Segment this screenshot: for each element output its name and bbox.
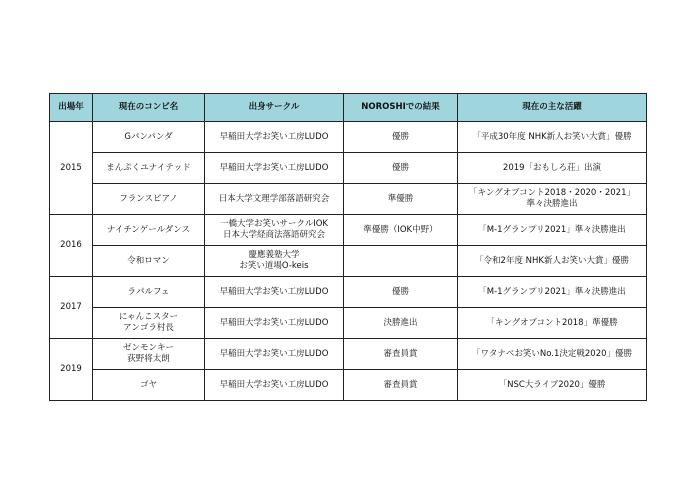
name-cell: ラパルフェ bbox=[93, 277, 205, 308]
year-cell: 2015 bbox=[50, 122, 93, 215]
name-cell: ゼンモンキー 荻野将太朗 bbox=[93, 339, 205, 370]
name-cell: Gパンパンダ bbox=[93, 122, 205, 153]
header-name: 現在のコンビ名 bbox=[93, 94, 205, 122]
table-row bbox=[50, 370, 647, 401]
comedians-table bbox=[49, 93, 647, 401]
result-cell: 優勝 bbox=[344, 153, 458, 184]
circle-cell: 早稲田大学お笑い工房LUDO bbox=[205, 153, 344, 184]
header-activity: 現在の主な活躍 bbox=[458, 94, 647, 122]
table-row bbox=[50, 122, 647, 153]
name-cell: ゴヤ bbox=[93, 370, 205, 401]
result-cell: 準優勝（IOK中野） bbox=[344, 215, 458, 246]
result-cell: 審査員賞 bbox=[344, 339, 458, 370]
header-year: 出場年 bbox=[50, 94, 93, 122]
name-cell: にゃんこスター アンゴラ村長 bbox=[93, 308, 205, 339]
header-row bbox=[50, 94, 647, 122]
circle-cell: 早稲田大学お笑い工房LUDO bbox=[205, 122, 344, 153]
activity-cell: 「平成30年度 NHK新人お笑い大賞」優勝 bbox=[458, 122, 647, 153]
table-row bbox=[50, 153, 647, 184]
name-cell: まんぷくユナイテッド bbox=[93, 153, 205, 184]
table-row bbox=[50, 308, 647, 339]
header-circle: 出身サークル bbox=[205, 94, 344, 122]
activity-cell: 「令和2年度 NHK新人お笑い大賞」優勝 bbox=[458, 246, 647, 277]
name-cell: ナイチンゲールダンス bbox=[93, 215, 205, 246]
name-cell: フランスピアノ bbox=[93, 184, 205, 215]
circle-cell: 早稲田大学お笑い工房LUDO bbox=[205, 277, 344, 308]
circle-cell: 早稲田大学お笑い工房LUDO bbox=[205, 308, 344, 339]
result-cell: 優勝 bbox=[344, 277, 458, 308]
result-cell bbox=[344, 246, 458, 277]
circle-cell: 慶應義塾大学 お笑い道場O-keis bbox=[205, 246, 344, 277]
circle-cell: 一橋大学お笑いサークルIOK 日本大学経商法落語研究会 bbox=[205, 215, 344, 246]
circle-cell: 早稲田大学お笑い工房LUDO bbox=[205, 339, 344, 370]
activity-cell: 「M-1グランプリ2021」準々決勝進出 bbox=[458, 277, 647, 308]
activity-cell: 「NSC大ライブ2020」優勝 bbox=[458, 370, 647, 401]
circle-cell: 日本大学文理学部落語研究会 bbox=[205, 184, 344, 215]
activity-cell: 2019「おもしろ荘」出演 bbox=[458, 153, 647, 184]
activity-cell: 「ワタナベお笑いNo.1決定戦2020」優勝 bbox=[458, 339, 647, 370]
result-cell: 決勝進出 bbox=[344, 308, 458, 339]
table-row bbox=[50, 339, 647, 370]
circle-cell: 早稲田大学お笑い工房LUDO bbox=[205, 370, 344, 401]
table-row bbox=[50, 184, 647, 215]
year-cell: 2016 bbox=[50, 215, 93, 277]
activity-cell: 「M-1グランプリ2021」準々決勝進出 bbox=[458, 215, 647, 246]
year-cell: 2017 bbox=[50, 277, 93, 339]
result-cell: 優勝 bbox=[344, 122, 458, 153]
name-cell: 令和ロマン bbox=[93, 246, 205, 277]
year-cell: 2019 bbox=[50, 339, 93, 401]
table-row bbox=[50, 246, 647, 277]
activity-cell: 「キングオブコント2018」準優勝 bbox=[458, 308, 647, 339]
table-row bbox=[50, 277, 647, 308]
activity-cell: 「キングオブコント2018・2020・2021」 準々決勝進出 bbox=[458, 184, 647, 215]
header-result: NOROSHIでの結果 bbox=[344, 94, 458, 122]
result-cell: 審査員賞 bbox=[344, 370, 458, 401]
table-row bbox=[50, 215, 647, 246]
result-cell: 準優勝 bbox=[344, 184, 458, 215]
